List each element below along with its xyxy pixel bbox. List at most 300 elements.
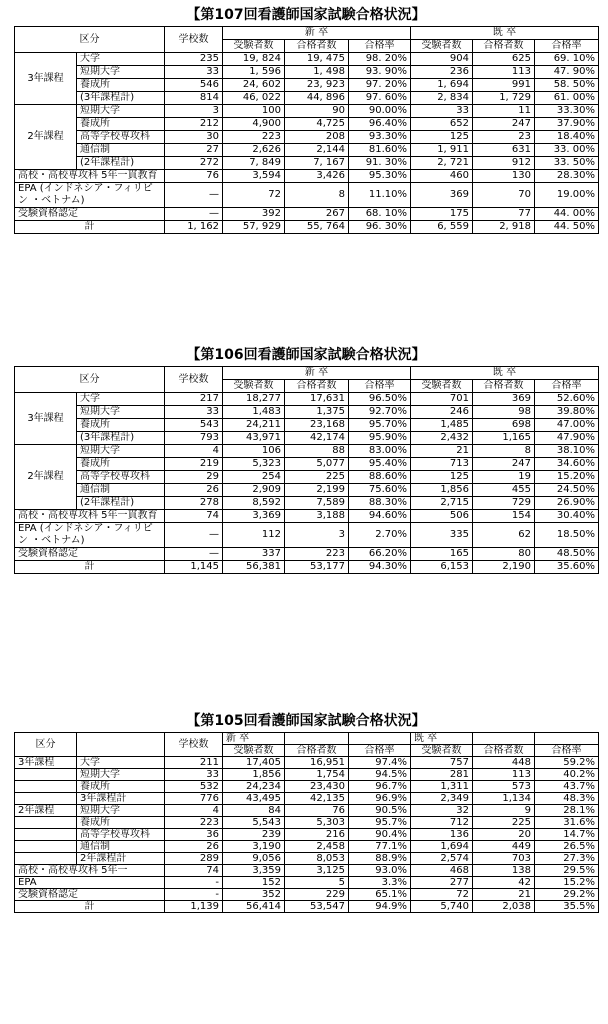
value-cell: 72	[223, 183, 285, 208]
value-cell: 247	[473, 458, 535, 471]
value-cell: 793	[165, 432, 223, 445]
value-cell: 211	[165, 757, 223, 769]
value-cell: 19	[473, 471, 535, 484]
value-cell: 47. 90%	[535, 66, 599, 79]
value-cell: 225	[285, 471, 349, 484]
row-label: 短期大学	[77, 406, 165, 419]
value-cell: 17,405	[223, 757, 285, 769]
value-cell: 33. 50%	[535, 157, 599, 170]
value-cell: 23, 923	[285, 79, 349, 92]
row-label: 養成所	[77, 781, 165, 793]
value-cell: 1,139	[165, 901, 223, 913]
table-row	[15, 865, 599, 877]
value-cell: 223	[165, 817, 223, 829]
value-cell: 3,369	[223, 510, 285, 523]
value-cell: 24,234	[223, 781, 285, 793]
header-passed: 合格者数	[473, 40, 535, 53]
value-cell: 26	[165, 484, 223, 497]
table-row	[15, 92, 599, 105]
value-cell: 2,432	[411, 432, 473, 445]
table-row	[15, 221, 599, 234]
value-cell: 94.9%	[349, 901, 411, 913]
value-cell: 30.40%	[535, 510, 599, 523]
value-cell: 219	[165, 458, 223, 471]
value-cell: 208	[285, 131, 349, 144]
value-cell: 532	[165, 781, 223, 793]
total-label: 計	[15, 901, 165, 913]
value-cell: 7, 849	[223, 157, 285, 170]
value-cell: 90.5%	[349, 805, 411, 817]
group-blank	[15, 769, 77, 781]
value-cell: 28.1%	[535, 805, 599, 817]
header-blank	[349, 733, 411, 745]
header-schools: 学校数	[165, 733, 223, 757]
value-cell: 74	[165, 865, 223, 877]
value-cell: 80	[473, 548, 535, 561]
header-rate: 合格率	[349, 40, 411, 53]
value-cell: 48.3%	[535, 793, 599, 805]
value-cell: 19, 475	[285, 53, 349, 66]
group-label: 3年課程	[15, 757, 77, 769]
section-106	[14, 344, 598, 574]
results-table	[14, 366, 599, 574]
value-cell: 36	[165, 829, 223, 841]
value-cell: 701	[411, 393, 473, 406]
value-cell: 33.30%	[535, 105, 599, 118]
value-cell: 247	[473, 118, 535, 131]
value-cell: 3.3%	[349, 877, 411, 889]
row-label: (3年課程計)	[77, 92, 165, 105]
table-row	[15, 769, 599, 781]
table-row	[15, 510, 599, 523]
results-table	[14, 26, 599, 234]
value-cell: 18.40%	[535, 131, 599, 144]
value-cell: 81.60%	[349, 144, 411, 157]
header-kubun: 区分	[15, 733, 77, 757]
header-rate: 合格率	[349, 745, 411, 757]
value-cell: 90	[285, 105, 349, 118]
value-cell: —	[165, 548, 223, 561]
total-label: 計	[15, 561, 165, 574]
value-cell: 1,485	[411, 419, 473, 432]
value-cell: 42,135	[285, 793, 349, 805]
value-cell: 3	[285, 523, 349, 548]
value-cell: 29.2%	[535, 889, 599, 901]
value-cell: 1,165	[473, 432, 535, 445]
header-prev-grad: 既 卒	[411, 733, 473, 745]
value-cell: 30	[165, 131, 223, 144]
header-new-grad: 新 卒	[223, 367, 411, 380]
value-cell: 38.10%	[535, 445, 599, 458]
value-cell: 26.5%	[535, 841, 599, 853]
value-cell: 246	[411, 406, 473, 419]
value-cell: 96.9%	[349, 793, 411, 805]
header-schools: 学校数	[165, 27, 223, 53]
value-cell: 94.30%	[349, 561, 411, 574]
header-blank	[535, 733, 599, 745]
section-title: 【第105回看護師国家試験合格状況】	[186, 713, 426, 729]
value-cell: 776	[165, 793, 223, 805]
value-cell: 23,430	[285, 781, 349, 793]
value-cell: 337	[223, 548, 285, 561]
value-cell: 281	[411, 769, 473, 781]
value-cell: 912	[473, 157, 535, 170]
value-cell: 98. 20%	[349, 53, 411, 66]
value-cell: 95.70%	[349, 419, 411, 432]
row-label: 短期大学	[77, 805, 165, 817]
value-cell: 460	[411, 170, 473, 183]
value-cell: 703	[473, 853, 535, 865]
value-cell: 42	[473, 877, 535, 889]
value-cell: 43.7%	[535, 781, 599, 793]
table-row	[15, 432, 599, 445]
value-cell: 52.60%	[535, 393, 599, 406]
value-cell: 152	[223, 877, 285, 889]
value-cell: 113	[473, 66, 535, 79]
section-107	[14, 4, 598, 234]
table-row	[15, 781, 599, 793]
row-label: (3年課程計)	[77, 432, 165, 445]
value-cell: 289	[165, 853, 223, 865]
value-cell: 37.90%	[535, 118, 599, 131]
value-cell: 8,053	[285, 853, 349, 865]
value-cell: 2,909	[223, 484, 285, 497]
value-cell: 15.2%	[535, 877, 599, 889]
value-cell: 77	[473, 208, 535, 221]
table-row	[15, 183, 599, 208]
value-cell: 223	[285, 548, 349, 561]
value-cell: 8,592	[223, 497, 285, 510]
value-cell: 1,856	[223, 769, 285, 781]
value-cell: 16,951	[285, 757, 349, 769]
value-cell: 392	[223, 208, 285, 221]
row-label: 短期大学	[77, 445, 165, 458]
value-cell: 506	[411, 510, 473, 523]
value-cell: 3,426	[285, 170, 349, 183]
group-blank	[15, 817, 77, 829]
value-cell: 212	[165, 118, 223, 131]
value-cell: 5,323	[223, 458, 285, 471]
value-cell: 97.4%	[349, 757, 411, 769]
row-label: 受験資格認定	[15, 548, 165, 561]
row-label: 大学	[77, 53, 165, 66]
table-row	[15, 561, 599, 574]
value-cell: 84	[223, 805, 285, 817]
results-table	[14, 732, 599, 913]
value-cell: 59.2%	[535, 757, 599, 769]
value-cell: 2,574	[411, 853, 473, 865]
table-row	[15, 829, 599, 841]
value-cell: 96.7%	[349, 781, 411, 793]
row-label: (2年課程計)	[77, 157, 165, 170]
table-row	[15, 458, 599, 471]
value-cell: 11.10%	[349, 183, 411, 208]
value-cell: 1,694	[411, 841, 473, 853]
value-cell: 95.7%	[349, 817, 411, 829]
value-cell: 14.7%	[535, 829, 599, 841]
value-cell: 18,277	[223, 393, 285, 406]
value-cell: 991	[473, 79, 535, 92]
header-blank	[77, 733, 165, 757]
value-cell: 88.30%	[349, 497, 411, 510]
value-cell: 225	[473, 817, 535, 829]
table-row	[15, 105, 599, 118]
value-cell: 33	[165, 769, 223, 781]
group-label: 2年課程	[15, 105, 77, 170]
value-cell: 53,547	[285, 901, 349, 913]
value-cell: 29	[165, 471, 223, 484]
group-label: 3年課程	[15, 53, 77, 105]
table-row	[15, 393, 599, 406]
value-cell: 95.90%	[349, 432, 411, 445]
value-cell: 2,458	[285, 841, 349, 853]
value-cell: 8	[473, 445, 535, 458]
value-cell: -	[165, 877, 223, 889]
value-cell: 31.6%	[535, 817, 599, 829]
value-cell: 138	[473, 865, 535, 877]
value-cell: 76	[165, 170, 223, 183]
row-label: 高等学校専攻科	[77, 131, 165, 144]
value-cell: 229	[285, 889, 349, 901]
value-cell: 28.30%	[535, 170, 599, 183]
value-cell: 698	[473, 419, 535, 432]
value-cell: —	[165, 208, 223, 221]
value-cell: 44. 00%	[535, 208, 599, 221]
value-cell: 100	[223, 105, 285, 118]
table-row	[15, 548, 599, 561]
value-cell: 6,153	[411, 561, 473, 574]
value-cell: 97. 60%	[349, 92, 411, 105]
row-label: 通信制	[77, 144, 165, 157]
value-cell: 5,543	[223, 817, 285, 829]
value-cell: 1, 694	[411, 79, 473, 92]
group-blank	[15, 841, 77, 853]
table-row	[15, 131, 599, 144]
table-row	[15, 484, 599, 497]
value-cell: 1, 596	[223, 66, 285, 79]
value-cell: 34.60%	[535, 458, 599, 471]
value-cell: 46, 022	[223, 92, 285, 105]
header-row	[15, 27, 599, 40]
value-cell: 1,375	[285, 406, 349, 419]
value-cell: 352	[223, 889, 285, 901]
value-cell: 44, 896	[285, 92, 349, 105]
value-cell: 11	[473, 105, 535, 118]
value-cell: 96.50%	[349, 393, 411, 406]
row-label: EPA (インドネシア・フィリピン ・ベトナム)	[15, 183, 165, 208]
header-kubun: 区分	[15, 367, 165, 393]
value-cell: 72	[411, 889, 473, 901]
value-cell: 42,174	[285, 432, 349, 445]
value-cell: 2, 918	[473, 221, 535, 234]
value-cell: 27	[165, 144, 223, 157]
value-cell: 18.50%	[535, 523, 599, 548]
value-cell: 95.40%	[349, 458, 411, 471]
header-passed: 合格者数	[285, 745, 349, 757]
value-cell: 4	[165, 805, 223, 817]
table-row	[15, 471, 599, 484]
row-label: (2年課程計)	[77, 497, 165, 510]
row-label: 養成所	[77, 817, 165, 829]
value-cell: 98	[473, 406, 535, 419]
table-row	[15, 445, 599, 458]
group-blank	[15, 829, 77, 841]
value-cell: 468	[411, 865, 473, 877]
value-cell: 23	[473, 131, 535, 144]
value-cell: 369	[411, 183, 473, 208]
header-blank	[473, 733, 535, 745]
value-cell: 4,725	[285, 118, 349, 131]
value-cell: 272	[165, 157, 223, 170]
value-cell: 3,125	[285, 865, 349, 877]
table-row	[15, 817, 599, 829]
value-cell: -	[165, 889, 223, 901]
value-cell: 5,303	[285, 817, 349, 829]
value-cell: 93. 90%	[349, 66, 411, 79]
value-cell: 17,631	[285, 393, 349, 406]
header-new-grad: 新 卒	[223, 27, 411, 40]
header-examinees: 受験者数	[223, 40, 285, 53]
value-cell: 814	[165, 92, 223, 105]
value-cell: 3,190	[223, 841, 285, 853]
value-cell: 27.3%	[535, 853, 599, 865]
table-row	[15, 523, 599, 548]
table-row	[15, 793, 599, 805]
header-rate: 合格率	[535, 380, 599, 393]
value-cell: 369	[473, 393, 535, 406]
value-cell: 95.30%	[349, 170, 411, 183]
value-cell: 904	[411, 53, 473, 66]
row-label: 高等学校専攻科	[77, 471, 165, 484]
value-cell: 125	[411, 131, 473, 144]
value-cell: 2,199	[285, 484, 349, 497]
header-examinees: 受験者数	[411, 380, 473, 393]
value-cell: 125	[411, 471, 473, 484]
table-row	[15, 901, 599, 913]
value-cell: 33	[165, 66, 223, 79]
table-row	[15, 118, 599, 131]
row-label: 受験資格認定	[15, 208, 165, 221]
total-label: 計	[15, 221, 165, 234]
value-cell: 33	[165, 406, 223, 419]
value-cell: 93.30%	[349, 131, 411, 144]
value-cell: 9	[473, 805, 535, 817]
value-cell: 65.1%	[349, 889, 411, 901]
value-cell: 1,134	[473, 793, 535, 805]
value-cell: 74	[165, 510, 223, 523]
value-cell: 56,381	[223, 561, 285, 574]
section-title: 【第107回看護師国家試験合格状況】	[186, 7, 426, 23]
group-blank	[15, 853, 77, 865]
value-cell: 26	[165, 841, 223, 853]
header-passed: 合格者数	[285, 40, 349, 53]
group-blank	[15, 793, 77, 805]
header-prev-grad: 既 卒	[411, 367, 599, 380]
value-cell: 35.5%	[535, 901, 599, 913]
value-cell: 1,311	[411, 781, 473, 793]
value-cell: 19.00%	[535, 183, 599, 208]
header-rate: 合格率	[349, 380, 411, 393]
row-label: EPA (インドネシア・フィリピン ・ベトナム)	[15, 523, 165, 548]
header-passed: 合格者数	[473, 380, 535, 393]
table-row	[15, 144, 599, 157]
value-cell: 43,971	[223, 432, 285, 445]
group-label: 2年課程	[15, 445, 77, 510]
value-cell: 3,594	[223, 170, 285, 183]
value-cell: 277	[411, 877, 473, 889]
value-cell: 35.60%	[535, 561, 599, 574]
value-cell: 47.00%	[535, 419, 599, 432]
row-label: 高校・高校専攻科 5年一	[15, 865, 165, 877]
row-label: 養成所	[77, 419, 165, 432]
value-cell: 8	[285, 183, 349, 208]
value-cell: 47.90%	[535, 432, 599, 445]
value-cell: 3,188	[285, 510, 349, 523]
value-cell: 58. 50%	[535, 79, 599, 92]
value-cell: 2, 834	[411, 92, 473, 105]
value-cell: 66.20%	[349, 548, 411, 561]
header-row	[15, 367, 599, 380]
value-cell: 2,038	[473, 901, 535, 913]
value-cell: 3,359	[223, 865, 285, 877]
value-cell: 631	[473, 144, 535, 157]
value-cell: 24, 602	[223, 79, 285, 92]
value-cell: 88.60%	[349, 471, 411, 484]
value-cell: 278	[165, 497, 223, 510]
section-105	[14, 710, 598, 913]
value-cell: 4,900	[223, 118, 285, 131]
table-row	[15, 157, 599, 170]
value-cell: 48.50%	[535, 548, 599, 561]
value-cell: 90.00%	[349, 105, 411, 118]
value-cell: 652	[411, 118, 473, 131]
value-cell: 239	[223, 829, 285, 841]
value-cell: 88	[285, 445, 349, 458]
row-label: 高等学校専攻科	[77, 829, 165, 841]
row-label: 受験資格認定	[15, 889, 165, 901]
table-row	[15, 853, 599, 865]
row-label: 大学	[77, 757, 165, 769]
table-row	[15, 805, 599, 817]
value-cell: 2, 721	[411, 157, 473, 170]
table-row	[15, 66, 599, 79]
value-cell: 3	[165, 105, 223, 118]
header-examinees: 受験者数	[223, 745, 285, 757]
value-cell: 94.60%	[349, 510, 411, 523]
group-label: 2年課程	[15, 805, 77, 817]
value-cell: 1, 162	[165, 221, 223, 234]
value-cell: 88.9%	[349, 853, 411, 865]
row-label: 高校・高校専攻科 5年一貫教育	[15, 510, 165, 523]
value-cell: 94.5%	[349, 769, 411, 781]
value-cell: 83.00%	[349, 445, 411, 458]
value-cell: 23,168	[285, 419, 349, 432]
table-row	[15, 757, 599, 769]
value-cell: 4	[165, 445, 223, 458]
value-cell: 7, 167	[285, 157, 349, 170]
value-cell: 136	[411, 829, 473, 841]
value-cell: 1, 498	[285, 66, 349, 79]
header-new-grad: 新 卒	[223, 733, 285, 745]
header-rate: 合格率	[535, 40, 599, 53]
row-label: 養成所	[77, 118, 165, 131]
value-cell: 216	[285, 829, 349, 841]
value-cell: 1, 729	[473, 92, 535, 105]
value-cell: 1,754	[285, 769, 349, 781]
row-label: 3年課程計	[77, 793, 165, 805]
value-cell: 24.50%	[535, 484, 599, 497]
value-cell: 43,495	[223, 793, 285, 805]
